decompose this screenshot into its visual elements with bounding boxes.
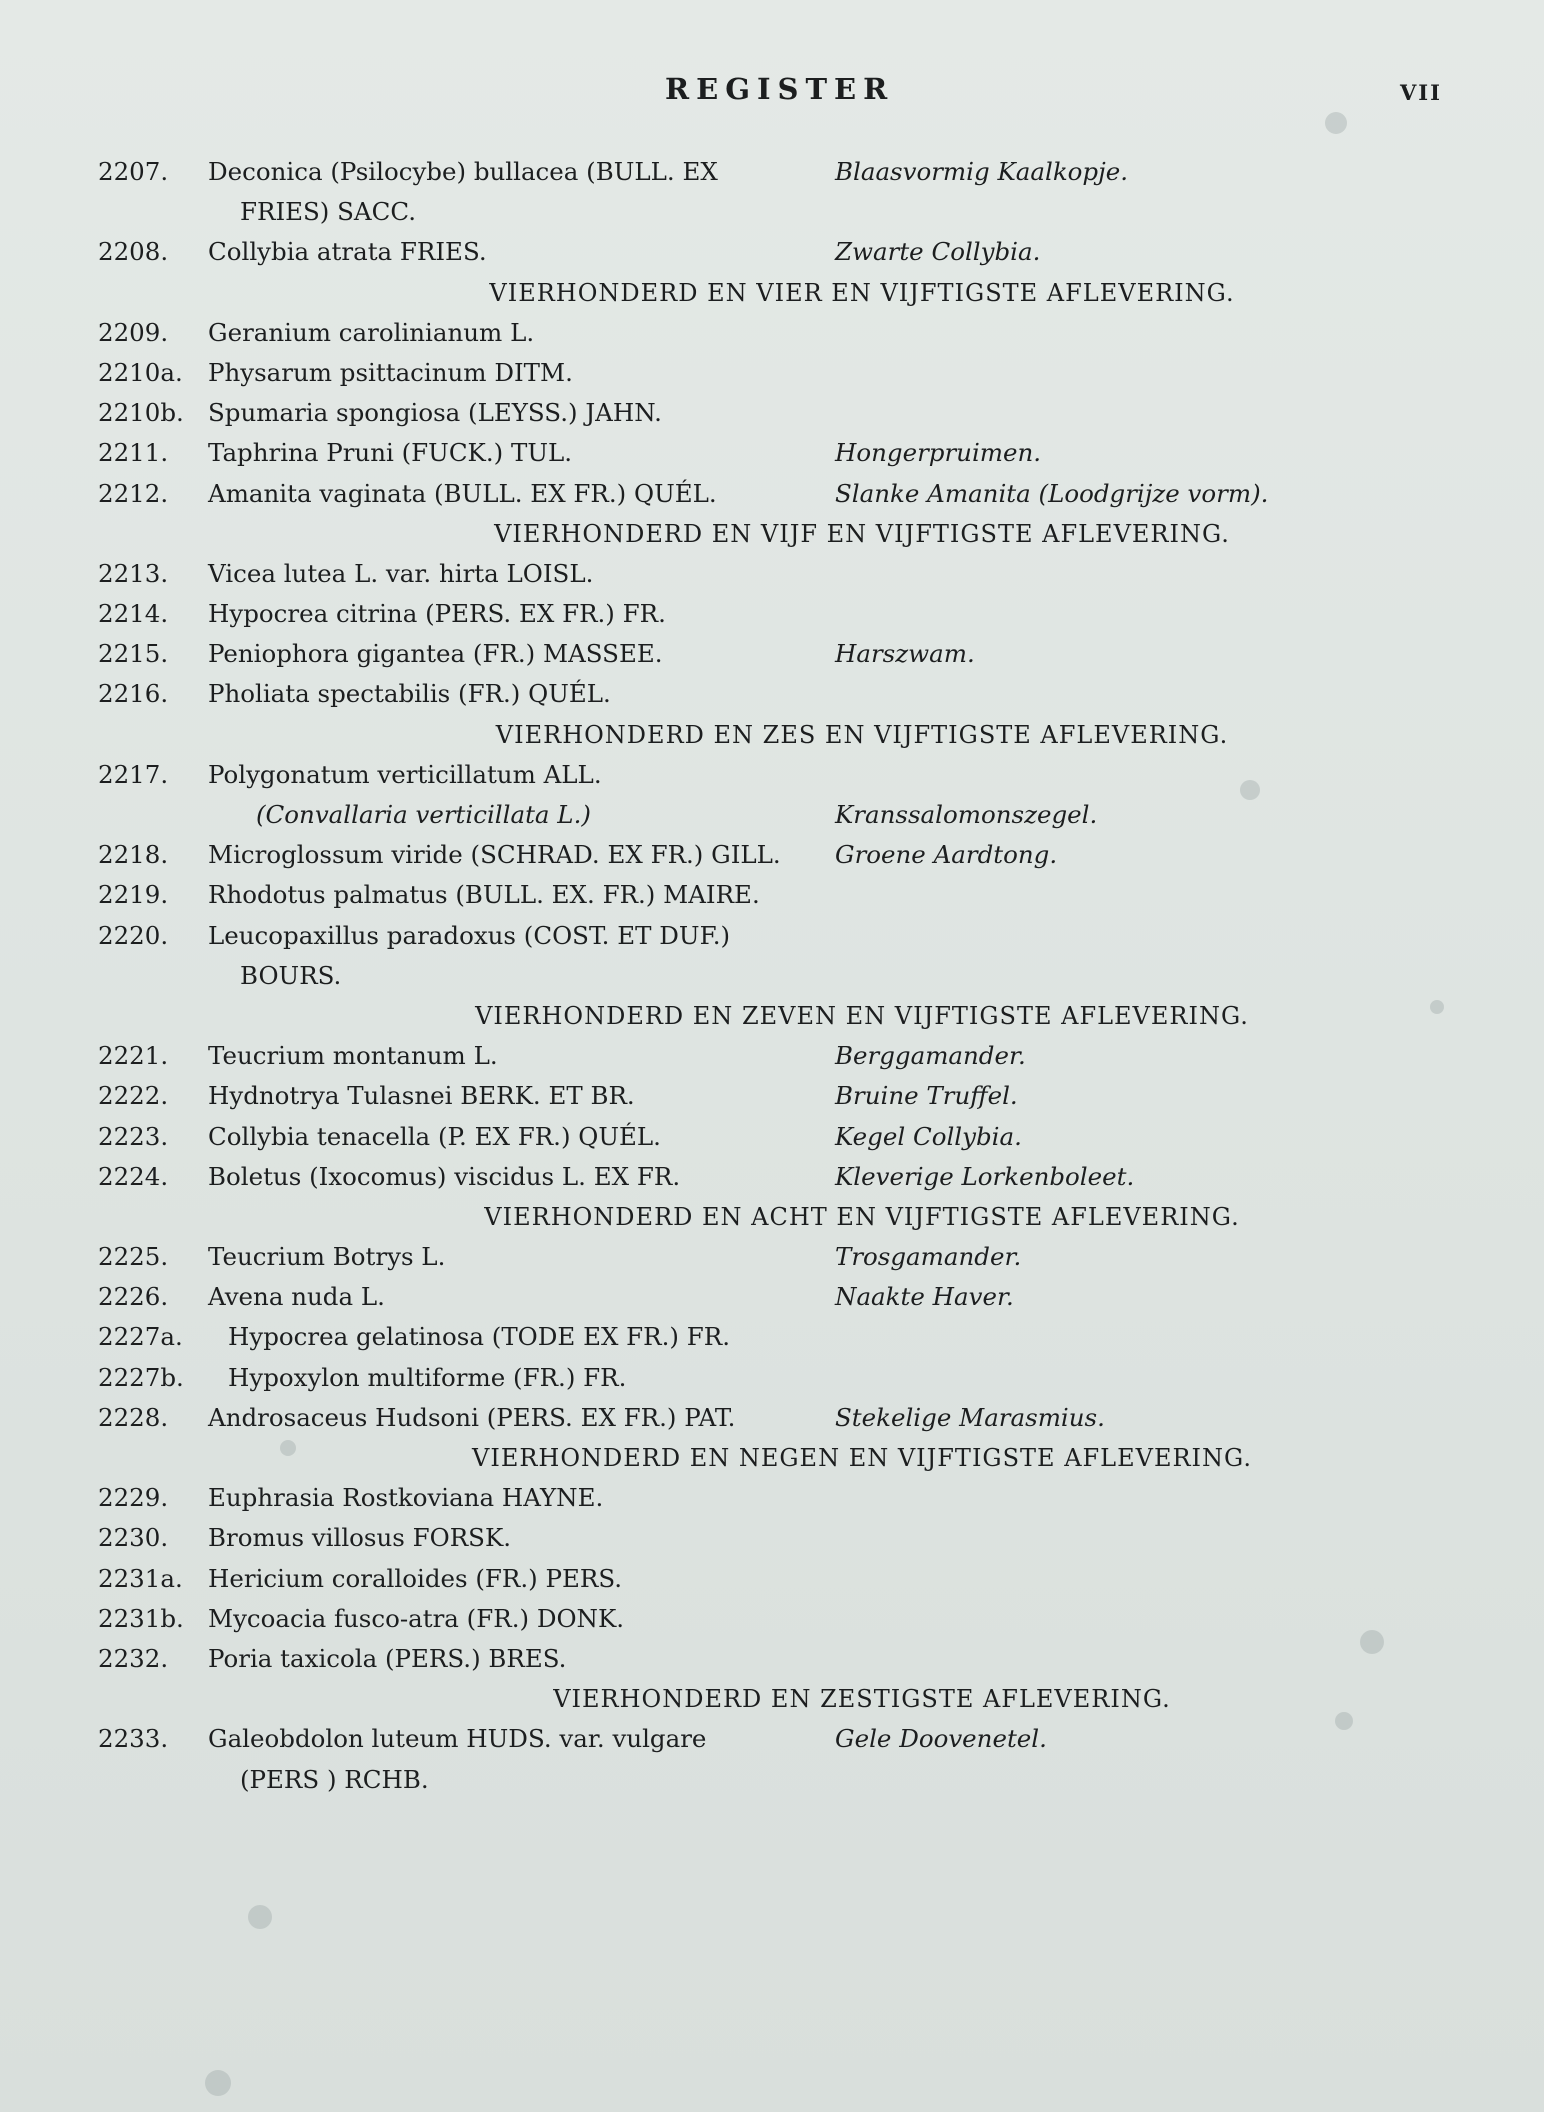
entry-number: 2229.	[98, 1483, 169, 1513]
common-name: Gele Doovenetel.	[835, 1724, 1047, 1754]
common-name: Naakte Haver.	[835, 1282, 1014, 1312]
entry-number: 2227b.	[98, 1362, 184, 1392]
scientific-name: Hydnotrya Tulasnei BERK. ET BR.	[208, 1081, 635, 1111]
scientific-name: Boletus (Ixocomus) viscidus L. EX FR.	[208, 1161, 681, 1191]
section-heading: VIERHONDERD EN ZESTIGSTE AFLEVERING.	[553, 1685, 1171, 1714]
scientific-name: Hericium coralloides (FR.) PERS.	[208, 1563, 623, 1593]
entry-number: 2212.	[98, 478, 169, 508]
common-name: Hongerpruimen.	[835, 438, 1042, 468]
register-entry	[0, 1599, 1544, 1639]
entry-number: 2210b.	[98, 398, 184, 428]
register-entry	[0, 1237, 1544, 1277]
common-name: Kleverige Lorkenboleet.	[835, 1161, 1135, 1191]
common-name: Kegel Collybia.	[835, 1121, 1022, 1151]
scientific-name: Deconica (Psilocybe) bullacea (BULL. EX	[208, 157, 718, 186]
register-entry	[0, 1639, 1544, 1679]
entry-number: 2214.	[98, 599, 169, 629]
entry-number: 2232.	[98, 1643, 169, 1673]
register-entry	[0, 1559, 1544, 1599]
register-entry	[0, 835, 1544, 875]
entry-number: 2222.	[98, 1081, 169, 1111]
entry-number: 2210a.	[98, 357, 183, 387]
common-name: Zwarte Collybia.	[835, 237, 1041, 267]
register-entry	[0, 554, 1544, 594]
register-entry	[0, 433, 1544, 473]
common-name: Stekelige Marasmius.	[835, 1402, 1105, 1432]
register-entry-continuation	[0, 1760, 1544, 1800]
entry-number: 2213.	[98, 558, 169, 588]
entry-number: 2230.	[98, 1523, 169, 1553]
register-entry	[0, 1398, 1544, 1438]
register-entry	[0, 1036, 1544, 1076]
register-entry	[0, 1157, 1544, 1197]
scientific-name: Euphrasia Rostkoviana HAYNE.	[208, 1483, 604, 1513]
scientific-name: (PERS ) RCHB.	[240, 1764, 429, 1794]
common-name: Slanke Amanita (Loodgrijze vorm).	[835, 478, 1269, 508]
scientific-name: Microglossum viride (SCHRAD. EX FR.) GILL.	[208, 840, 781, 870]
register-entry	[0, 634, 1544, 674]
common-name: Harszwam.	[835, 639, 975, 669]
header-title: REGISTER	[665, 72, 895, 106]
register-entry	[0, 1358, 1544, 1398]
entry-number: 2208.	[98, 237, 169, 267]
section-heading: VIERHONDERD EN VIER EN VIJFTIGSTE AFLEVERING.	[489, 278, 1235, 307]
common-name: Groene Aardtong.	[835, 840, 1058, 870]
section-heading: VIERHONDERD EN VIJF EN VIJFTIGSTE AFLEVERING.	[494, 519, 1230, 548]
register-entry	[0, 152, 1544, 192]
scientific-name: Bromus villosus FORSK.	[208, 1523, 512, 1553]
entry-number: 2227a.	[98, 1322, 183, 1352]
register-entry	[0, 1117, 1544, 1157]
scientific-name: Hypoxylon multiforme (FR.) FR.	[228, 1362, 627, 1392]
register-entry	[0, 755, 1544, 795]
entry-number: 2209.	[98, 317, 169, 347]
entry-number: 2221.	[98, 1041, 169, 1071]
scientific-name: (Convallaria verticillata L.)	[256, 800, 591, 829]
entry-number: 2215.	[98, 639, 169, 669]
register-entry	[0, 474, 1544, 514]
scientific-name: BOURS.	[240, 960, 342, 990]
section-heading: VIERHONDERD EN ACHT EN VIJFTIGSTE AFLEVERING.	[484, 1202, 1240, 1231]
scientific-name: Pholiata spectabilis (FR.) QUÉL.	[208, 679, 611, 709]
register-entry-continuation	[0, 956, 1544, 996]
register-entry	[0, 916, 1544, 956]
scientific-name: Mycoacia fusco-atra (FR.) DONK.	[208, 1603, 625, 1633]
register-entry	[0, 1076, 1544, 1116]
entry-number: 2225.	[98, 1242, 169, 1272]
register-entry-continuation	[0, 795, 1544, 835]
entry-number: 2220.	[98, 920, 169, 950]
entry-number: 2216.	[98, 679, 169, 709]
entry-number: 2217.	[98, 759, 169, 789]
entry-number: 2226.	[98, 1282, 169, 1312]
register-entry	[0, 313, 1544, 353]
register-entry	[0, 1478, 1544, 1518]
scientific-name: Hypocrea citrina (PERS. EX FR.) FR.	[208, 599, 666, 629]
register-entry	[0, 594, 1544, 634]
scientific-name: Rhodotus palmatus (BULL. EX. FR.) MAIRE.	[208, 880, 760, 910]
scientific-name: Androsaceus Hudsoni (PERS. EX FR.) PAT.	[208, 1402, 736, 1432]
scientific-name: Spumaria spongiosa (LEYSS.) JAHN.	[208, 398, 662, 428]
entry-number: 2233.	[98, 1724, 169, 1754]
scientific-name: Amanita vaginata (BULL. EX FR.) QUÉL.	[208, 478, 717, 508]
register-entry	[0, 1277, 1544, 1317]
page-number: VII	[1400, 80, 1442, 105]
scientific-name: Geranium carolinianum L.	[208, 317, 535, 347]
scientific-name: Vicea lutea L. var. hirta LOISL.	[208, 558, 594, 588]
scientific-name: Taphrina Pruni (FUCK.) TUL.	[208, 438, 573, 468]
scientific-name: Physarum psittacinum DITM.	[208, 357, 573, 387]
section-heading: VIERHONDERD EN ZES EN VIJFTIGSTE AFLEVERING.	[495, 720, 1229, 749]
section-heading: VIERHONDERD EN NEGEN EN VIJFTIGSTE AFLEVERING.	[472, 1444, 1252, 1472]
entry-number: 2218.	[98, 840, 169, 870]
register-entry	[0, 393, 1544, 433]
register-entry	[0, 1719, 1544, 1759]
scientific-name: Avena nuda L.	[208, 1282, 385, 1312]
register-entry	[0, 1317, 1544, 1357]
entry-number: 2207.	[98, 157, 169, 186]
scientific-name: Galeobdolon luteum HUDS. var. vulgare	[208, 1724, 707, 1754]
entry-number: 2219.	[98, 880, 169, 910]
scientific-name: Poria taxicola (PERS.) BRES.	[208, 1643, 567, 1673]
scientific-name: Hypocrea gelatinosa (TODE EX FR.) FR.	[228, 1322, 730, 1352]
register-entry	[0, 875, 1544, 915]
common-name: Trosgamander.	[835, 1242, 1022, 1272]
common-name: Berggamander.	[835, 1041, 1026, 1071]
register-entry	[0, 232, 1544, 272]
scientific-name: FRIES) SACC.	[240, 197, 417, 227]
register-entry	[0, 1518, 1544, 1558]
scientific-name: Teucrium montanum L.	[208, 1041, 498, 1071]
scientific-name: Polygonatum verticillatum ALL.	[208, 759, 602, 789]
common-name: Bruine Truffel.	[835, 1081, 1018, 1111]
entry-number: 2231a.	[98, 1563, 183, 1593]
register-entry	[0, 674, 1544, 714]
scientific-name: Collybia tenacella (P. EX FR.) QUÉL.	[208, 1121, 661, 1151]
register-list	[0, 152, 1544, 1800]
section-heading: VIERHONDERD EN ZEVEN EN VIJFTIGSTE AFLEVERING.	[475, 1001, 1249, 1030]
entry-number: 2223.	[98, 1121, 169, 1151]
register-entry	[0, 353, 1544, 393]
entry-number: 2211.	[98, 438, 169, 468]
register-entry-continuation	[0, 192, 1544, 232]
entry-number: 2231b.	[98, 1603, 184, 1633]
common-name: Kranssalomonszegel.	[835, 800, 1098, 829]
scientific-name: Peniophora gigantea (FR.) MASSEE.	[208, 639, 663, 669]
scientific-name: Teucrium Botrys L.	[208, 1242, 446, 1272]
entry-number: 2224.	[98, 1161, 169, 1191]
common-name: Blaasvormig Kaalkopje.	[835, 157, 1128, 186]
scientific-name: Leucopaxillus paradoxus (COST. ET DUF.)	[208, 920, 731, 950]
entry-number: 2228.	[98, 1402, 169, 1432]
scientific-name: Collybia atrata FRIES.	[208, 237, 487, 267]
